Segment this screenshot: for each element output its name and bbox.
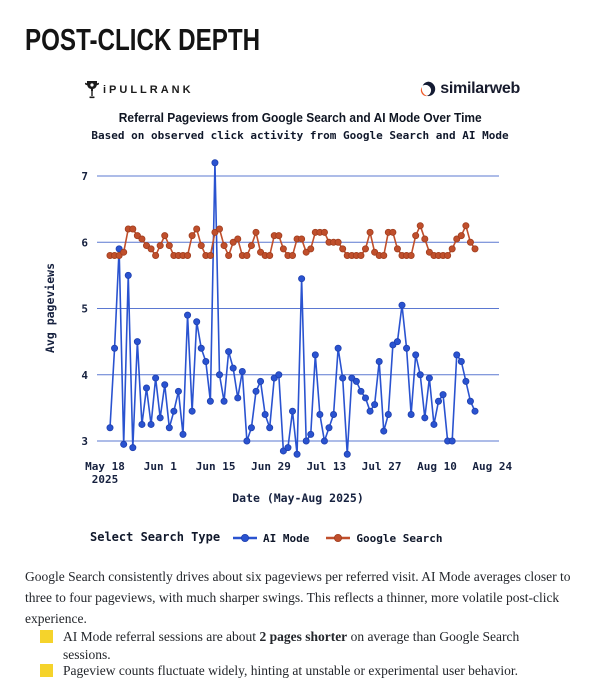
svg-text:Aug 10: Aug 10: [417, 460, 457, 473]
svg-text:Jul 13: Jul 13: [306, 460, 347, 473]
legend-item-ai-mode[interactable]: [232, 532, 309, 545]
ai-mode-legend-label: AI Mode: [263, 531, 310, 545]
chart-title: Referral Pageviews from Google Search and AI Mode Over Time: [118, 110, 482, 125]
page-title: POST-CLICK DEPTH: [25, 22, 261, 57]
y-axis-ticks: [81, 170, 88, 448]
yellow-square-bullet-icon: [40, 664, 53, 677]
svg-text:6: 6: [81, 236, 88, 250]
y-axis-label: Avg pageviews: [43, 262, 57, 354]
yellow-square-bullet-icon: [40, 630, 53, 643]
ipullrank-logo-text: iPULLRANK: [103, 83, 194, 96]
bullet-item-2: [40, 662, 560, 680]
svg-text:Jul 27: Jul 27: [361, 460, 402, 473]
similarweb-logo: [420, 80, 520, 98]
google-search-series: [107, 223, 478, 259]
google-search-legend-swatch: [325, 533, 351, 543]
chart-subtitle: Based on observed click activity from Google Search and AI Mode: [91, 129, 509, 142]
legend-items: [232, 527, 442, 549]
svg-text:4: 4: [81, 368, 88, 382]
svg-text:May 182025: May 18 2025: [85, 460, 125, 486]
summary-paragraph: Google Search consistently drives about six pageviews per referred visit. AI Mode averages closer to three to four pageviews, with much sharper swings. This reflects a thinner, more volatile post-click experience.: [25, 569, 571, 626]
svg-text:7: 7: [81, 170, 88, 183]
x-axis-ticks: [85, 460, 512, 486]
svg-text:5: 5: [81, 302, 88, 316]
bullet-1-text: AI Mode referral sessions are about 2 pages shorter on average than Google Search sessions.: [63, 629, 520, 662]
svg-text:Jun 15: Jun 15: [195, 460, 236, 473]
svg-text:3: 3: [81, 435, 88, 448]
bullet-item-1: [40, 628, 560, 664]
google-search-legend-label: Google Search: [356, 531, 443, 545]
similarweb-logo-text: similarweb: [440, 80, 520, 97]
bullet-2-text: Pageview counts fluctuate widely, hinting at unstable or experimental user behavior.: [63, 663, 518, 678]
legend-title: Select Search Type: [90, 530, 221, 544]
similarweb-icon: [420, 81, 436, 97]
trophy-icon: [85, 80, 99, 99]
legend-item-google-search[interactable]: [325, 532, 442, 545]
x-axis-label: Date (May-Aug 2025): [232, 491, 364, 505]
svg-text:Aug 24: Aug 24: [472, 460, 513, 473]
line-chart: [40, 150, 560, 505]
svg-text:Jun 29: Jun 29: [251, 460, 291, 473]
chart-legend: [0, 527, 600, 549]
ai-mode-legend-swatch: [232, 533, 258, 543]
ipullrank-logo: [85, 80, 194, 99]
svg-text:Jun 1: Jun 1: [143, 460, 177, 473]
logo-row: [0, 80, 600, 104]
